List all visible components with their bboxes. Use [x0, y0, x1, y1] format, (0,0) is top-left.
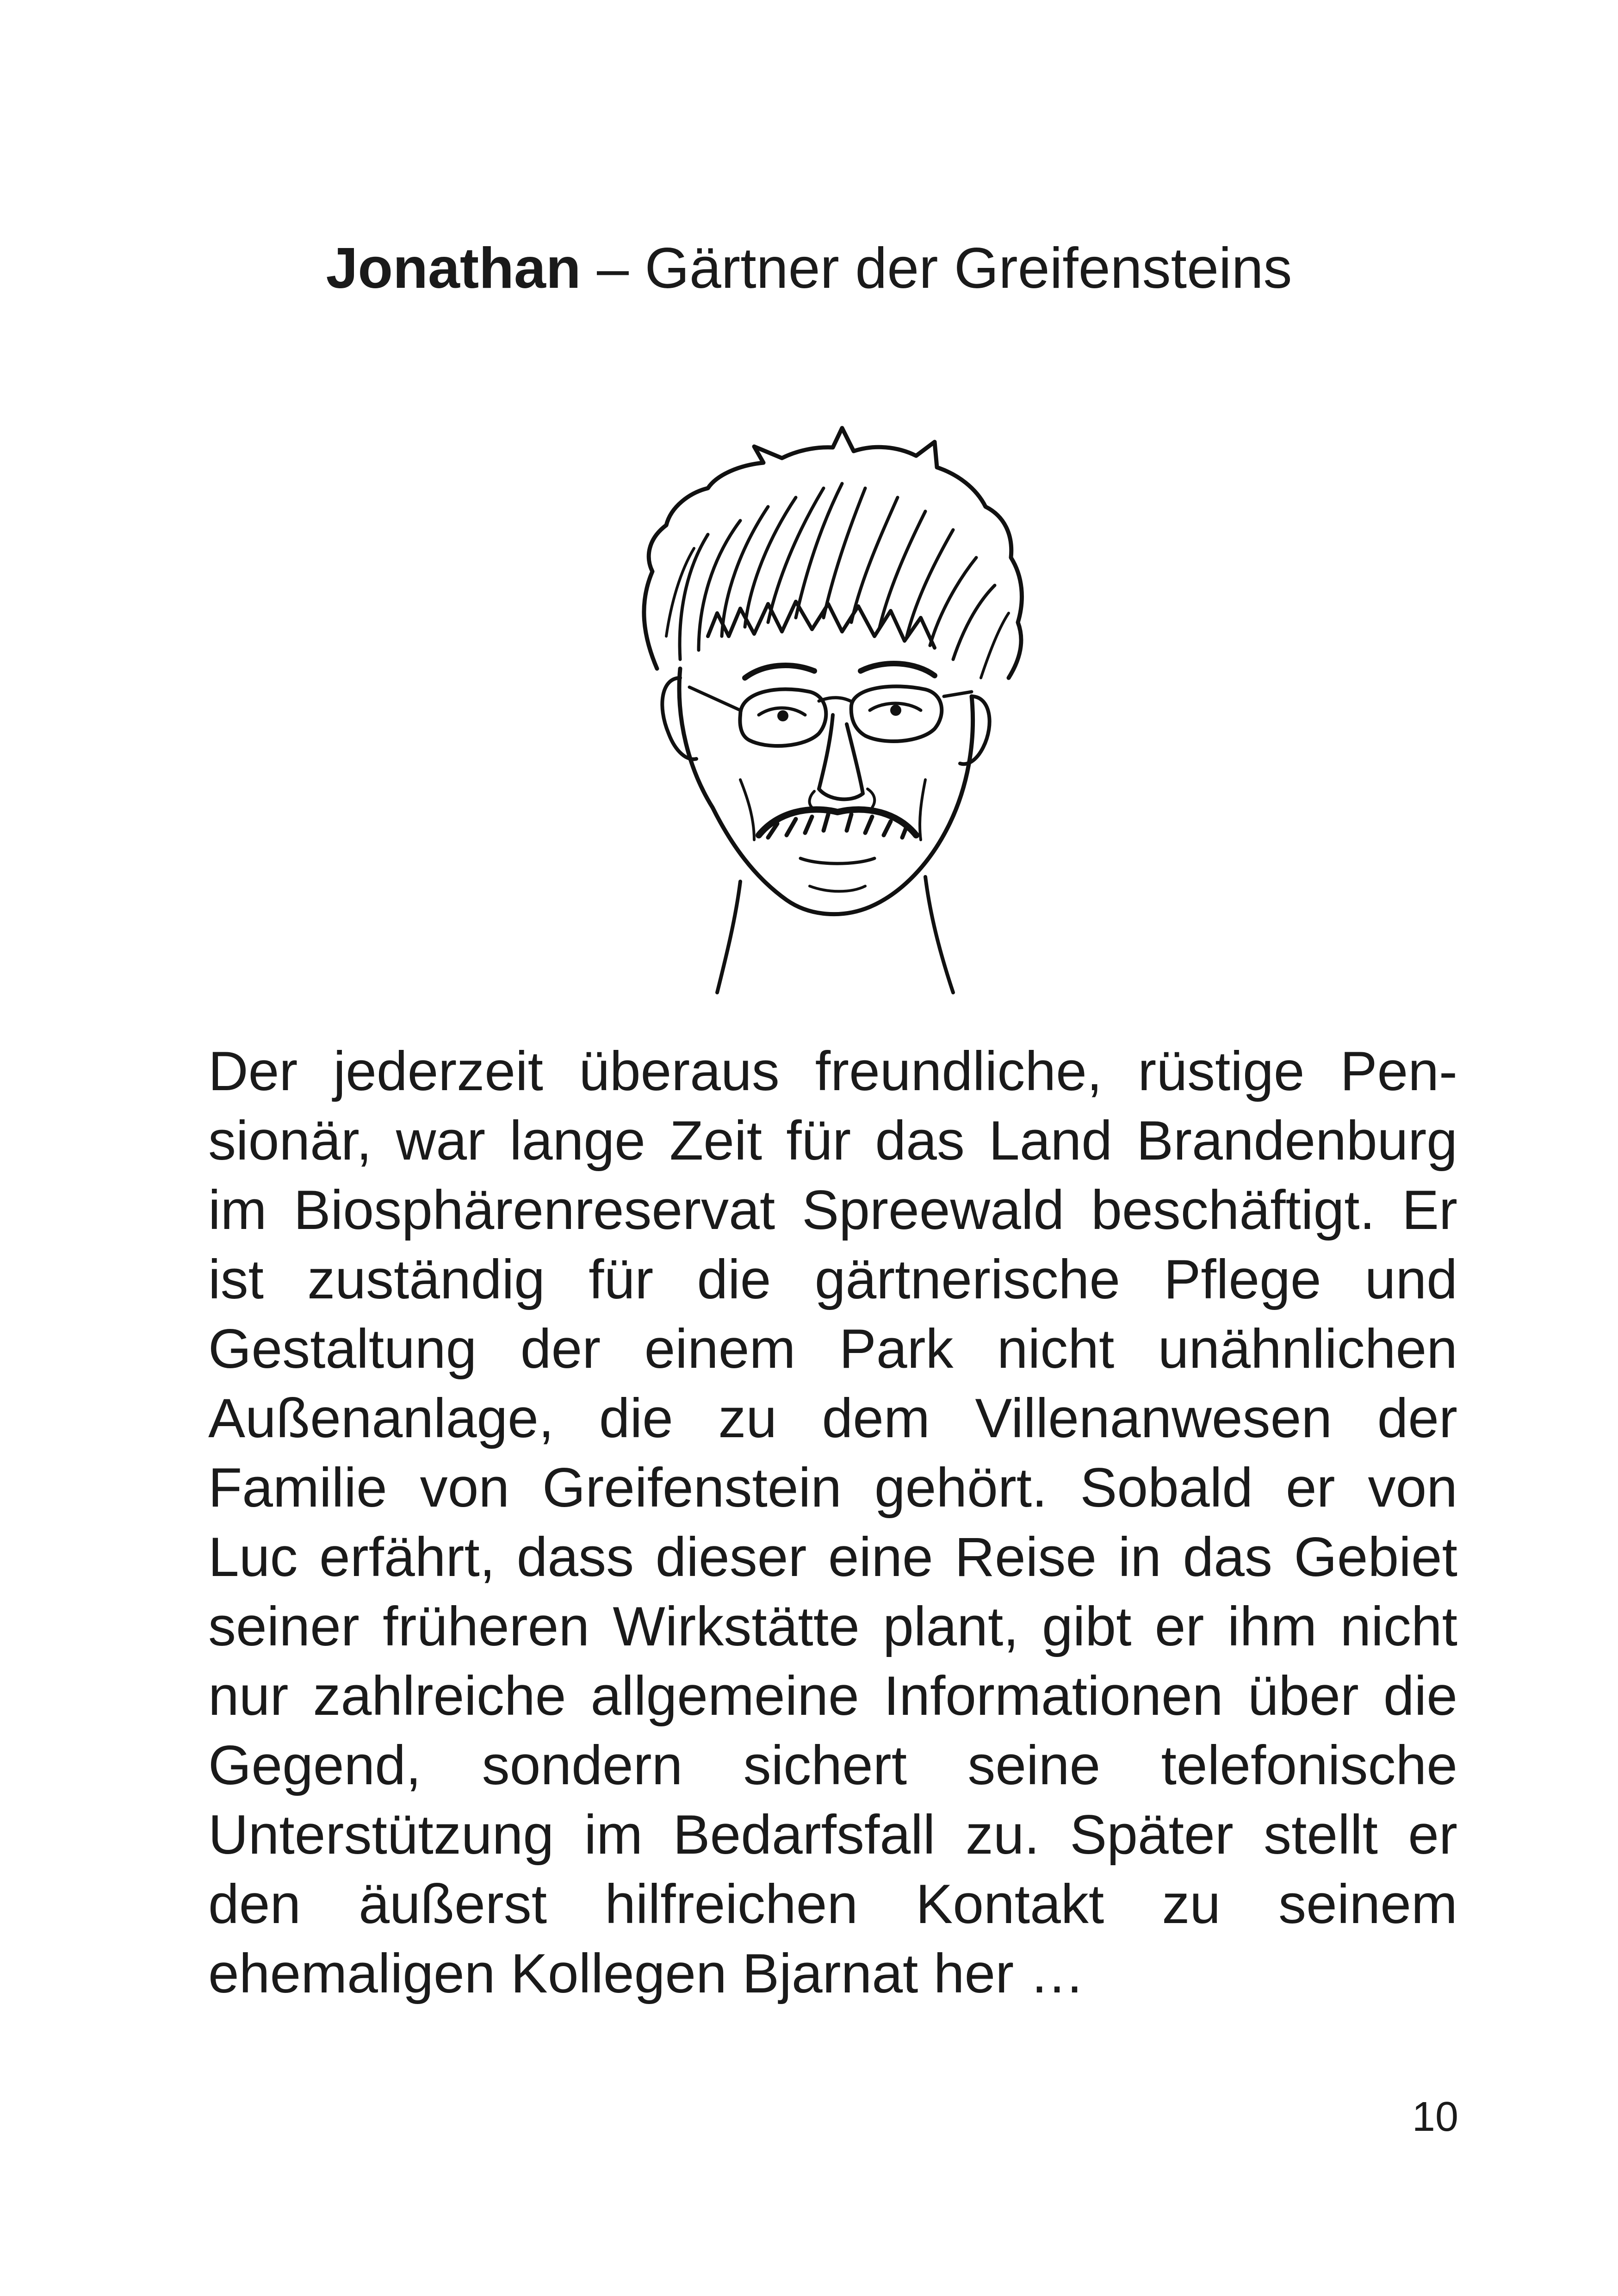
page-number: 10: [1412, 2094, 1458, 2140]
character-name: Jonathan: [326, 236, 581, 300]
body-paragraph: Der jederzeit überaus freundliche, rüstige Pensionär, war lange Zeit für das Land Brandenburg im Biosphärenreservat Spreewald beschäftigt. Er ist zuständig für die gärtnerische Pflege und Gestaltung der einem Park nicht unähnlichen Außenanlage, die zu dem Villenanwesen der Familie von Greifenstein gehört. Sobald er von Luc erfährt, dass dieser eine Reise in das Gebiet seiner früheren Wirkstätte plant, gibt er ihm nicht nur zahlreiche allgemeine Informationen über die Gegend, sondern sichert seine telefonische Unterstützung im Bedarfsfall zu. Später stellt er den äußerst hilfreichen Kontakt zu seinem ehemaligen Kollegen Bjarnat her …: [208, 1040, 1457, 2004]
caricature-portrait-icon: [601, 419, 1055, 1006]
character-role: Gärtner der Greifensteins: [645, 236, 1292, 300]
title-separator: –: [581, 236, 645, 300]
page-title: [0, 231, 1618, 305]
